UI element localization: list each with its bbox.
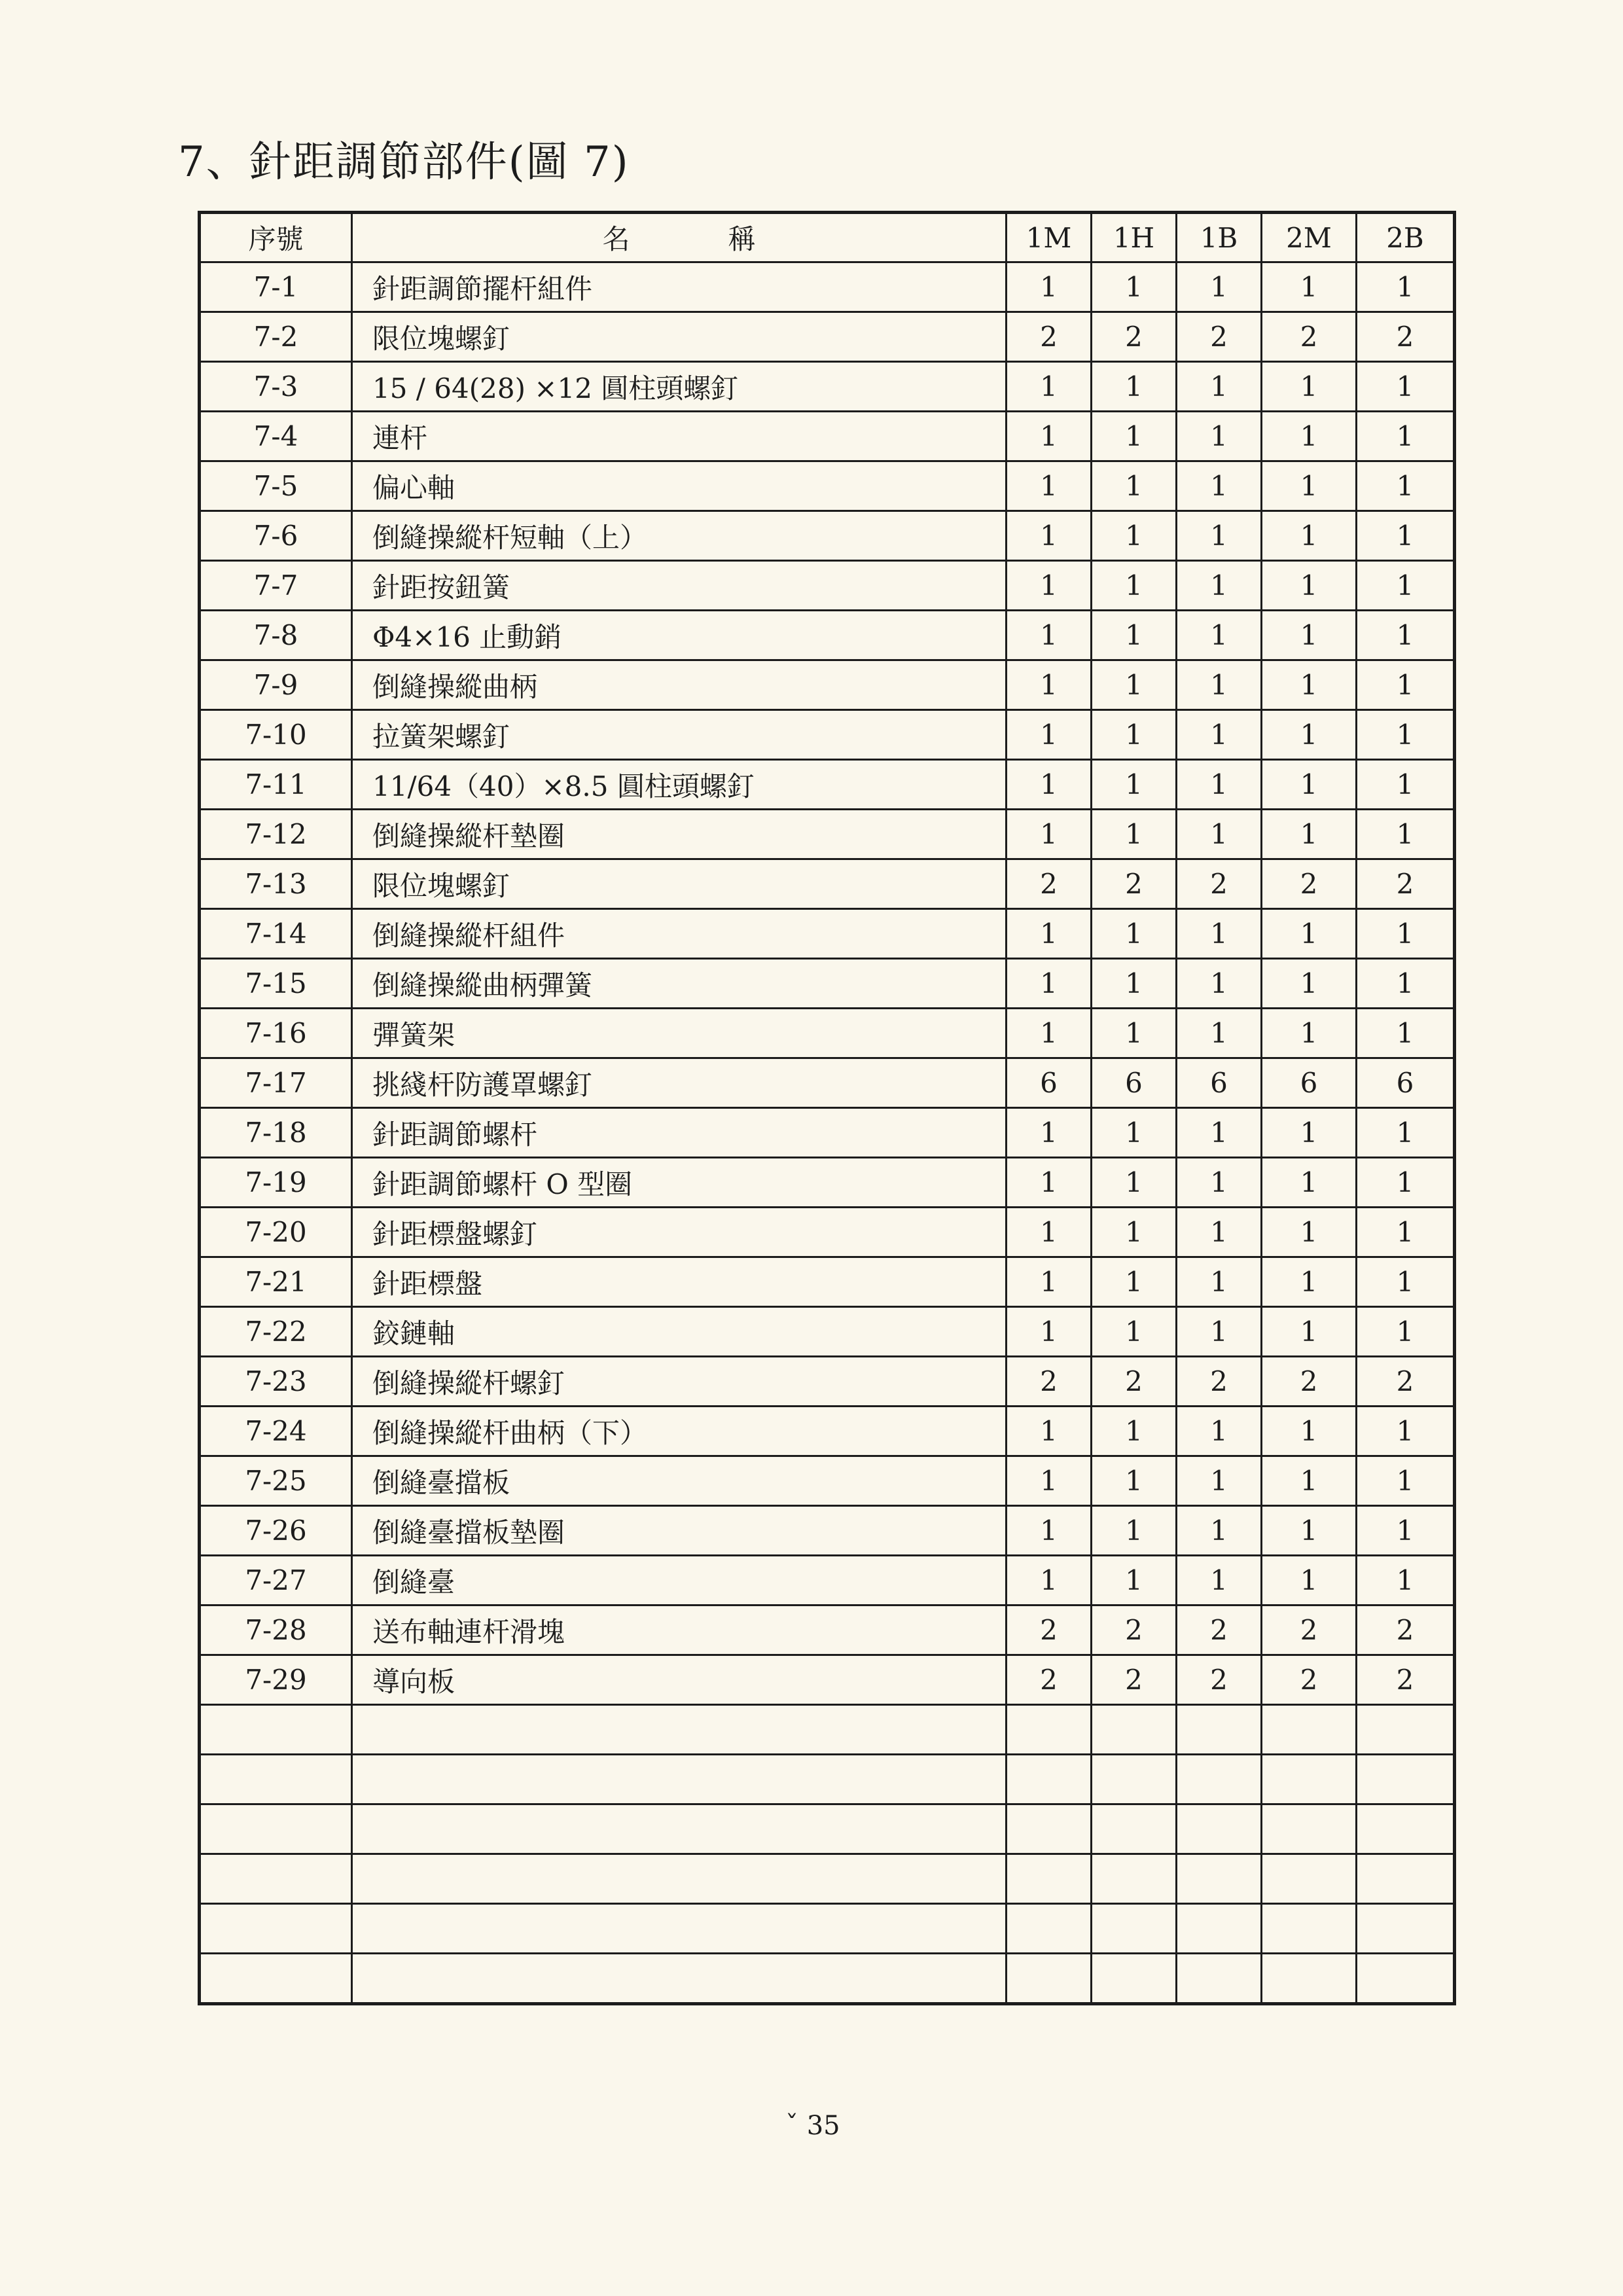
parts-table bbox=[198, 211, 1456, 2005]
table-row bbox=[200, 262, 1455, 312]
quantity-cell: 2 bbox=[1007, 1605, 1092, 1655]
quantity-cell: 2 bbox=[1007, 312, 1092, 362]
quantity-cell: 1 bbox=[1357, 1506, 1455, 1556]
quantity-cell: 1 bbox=[1092, 1556, 1177, 1605]
quantity-cell: 2 bbox=[1262, 859, 1357, 909]
empty-cell bbox=[1007, 1755, 1092, 1804]
quantity-cell: 1 bbox=[1092, 1307, 1177, 1357]
quantity-cell: 1 bbox=[1262, 1208, 1357, 1257]
quantity-cell: 1 bbox=[1262, 959, 1357, 1009]
empty-cell bbox=[1262, 1854, 1357, 1904]
empty-cell bbox=[1007, 1804, 1092, 1854]
quantity-cell: 1 bbox=[1177, 511, 1262, 561]
table-row bbox=[200, 660, 1455, 710]
quantity-cell: 2 bbox=[1092, 859, 1177, 909]
quantity-cell: 1 bbox=[1262, 561, 1357, 611]
quantity-cell: 1 bbox=[1177, 660, 1262, 710]
quantity-cell: 1 bbox=[1177, 1009, 1262, 1058]
quantity-cell: 1 bbox=[1007, 1009, 1092, 1058]
table-row bbox=[200, 611, 1455, 660]
quantity-cell: 1 bbox=[1262, 1108, 1357, 1158]
empty-cell bbox=[1357, 1705, 1455, 1755]
table-row bbox=[200, 760, 1455, 810]
table-row bbox=[200, 710, 1455, 760]
quantity-cell: 1 bbox=[1092, 1407, 1177, 1456]
header-model-1b: 1B bbox=[1177, 213, 1262, 262]
quantity-cell: 1 bbox=[1007, 1407, 1092, 1456]
part-name: 送布軸連杆滑塊 bbox=[352, 1605, 1007, 1655]
empty-cell bbox=[1357, 1804, 1455, 1854]
part-name: 針距標盤螺釘 bbox=[352, 1208, 1007, 1257]
part-number: 7-4 bbox=[200, 412, 352, 461]
table-row bbox=[200, 312, 1455, 362]
part-number: 7-17 bbox=[200, 1058, 352, 1108]
quantity-cell: 1 bbox=[1007, 412, 1092, 461]
quantity-cell: 1 bbox=[1357, 1158, 1455, 1208]
part-number: 7-25 bbox=[200, 1456, 352, 1506]
empty-cell bbox=[200, 1755, 352, 1804]
quantity-cell: 2 bbox=[1092, 1655, 1177, 1705]
empty-cell bbox=[1092, 1804, 1177, 1854]
page-title: 7、針距調節部件(圖 7) bbox=[178, 138, 630, 187]
quantity-cell: 1 bbox=[1357, 760, 1455, 810]
quantity-cell: 1 bbox=[1357, 1307, 1455, 1357]
part-number: 7-6 bbox=[200, 511, 352, 561]
empty-cell bbox=[1177, 1854, 1262, 1904]
part-name: 針距調節螺杆 bbox=[352, 1108, 1007, 1158]
part-name: 倒縫臺擋板 bbox=[352, 1456, 1007, 1506]
quantity-cell: 1 bbox=[1007, 511, 1092, 561]
quantity-cell: 1 bbox=[1357, 1456, 1455, 1506]
empty-cell bbox=[1262, 1804, 1357, 1854]
quantity-cell: 1 bbox=[1007, 1208, 1092, 1257]
part-name: 15 / 64(28) ×12 圓柱頭螺釘 bbox=[352, 362, 1007, 412]
part-number: 7-2 bbox=[200, 312, 352, 362]
part-name: 限位塊螺釘 bbox=[352, 859, 1007, 909]
empty-cell bbox=[1177, 1904, 1262, 1954]
quantity-cell: 1 bbox=[1092, 1257, 1177, 1307]
quantity-cell: 1 bbox=[1092, 1506, 1177, 1556]
quantity-cell: 1 bbox=[1092, 362, 1177, 412]
table-row bbox=[200, 1556, 1455, 1605]
quantity-cell: 1 bbox=[1177, 1506, 1262, 1556]
part-number: 7-29 bbox=[200, 1655, 352, 1705]
quantity-cell: 1 bbox=[1262, 461, 1357, 511]
quantity-cell: 1 bbox=[1007, 1257, 1092, 1307]
empty-cell bbox=[352, 1954, 1007, 2004]
quantity-cell: 1 bbox=[1007, 1506, 1092, 1556]
header-model-1m: 1M bbox=[1007, 213, 1092, 262]
page-number: ˇ 35 bbox=[785, 2111, 840, 2141]
part-name: 倒縫操縱杆螺釘 bbox=[352, 1357, 1007, 1407]
quantity-cell: 1 bbox=[1177, 1407, 1262, 1456]
quantity-cell: 1 bbox=[1177, 710, 1262, 760]
table-row bbox=[200, 1257, 1455, 1307]
quantity-cell: 1 bbox=[1092, 909, 1177, 959]
quantity-cell: 1 bbox=[1262, 1009, 1357, 1058]
part-name: 針距調節擺杆組件 bbox=[352, 262, 1007, 312]
quantity-cell: 2 bbox=[1007, 1357, 1092, 1407]
quantity-cell: 2 bbox=[1357, 1605, 1455, 1655]
quantity-cell: 2 bbox=[1357, 1655, 1455, 1705]
quantity-cell: 1 bbox=[1357, 1009, 1455, 1058]
table-row bbox=[200, 1407, 1455, 1456]
quantity-cell: 1 bbox=[1262, 362, 1357, 412]
quantity-cell: 2 bbox=[1092, 1357, 1177, 1407]
empty-cell bbox=[352, 1705, 1007, 1755]
quantity-cell: 1 bbox=[1262, 262, 1357, 312]
part-name: 針距標盤 bbox=[352, 1257, 1007, 1307]
quantity-cell: 1 bbox=[1262, 710, 1357, 760]
part-name: 倒縫臺擋板墊圈 bbox=[352, 1506, 1007, 1556]
quantity-cell: 1 bbox=[1262, 611, 1357, 660]
part-name: 偏心軸 bbox=[352, 461, 1007, 511]
quantity-cell: 1 bbox=[1007, 909, 1092, 959]
quantity-cell: 1 bbox=[1357, 1208, 1455, 1257]
quantity-cell: 1 bbox=[1007, 959, 1092, 1009]
quantity-cell: 1 bbox=[1262, 1556, 1357, 1605]
quantity-cell: 1 bbox=[1357, 362, 1455, 412]
part-name: 挑綫杆防護罩螺釘 bbox=[352, 1058, 1007, 1108]
quantity-cell: 1 bbox=[1357, 1108, 1455, 1158]
empty-cell bbox=[200, 1804, 352, 1854]
quantity-cell: 1 bbox=[1007, 461, 1092, 511]
quantity-cell: 1 bbox=[1357, 959, 1455, 1009]
part-name: 導向板 bbox=[352, 1655, 1007, 1705]
quantity-cell: 1 bbox=[1007, 262, 1092, 312]
part-name: 倒縫操縱曲柄 bbox=[352, 660, 1007, 710]
quantity-cell: 1 bbox=[1007, 1307, 1092, 1357]
quantity-cell: 1 bbox=[1357, 511, 1455, 561]
quantity-cell: 1 bbox=[1357, 561, 1455, 611]
empty-cell bbox=[1092, 1904, 1177, 1954]
quantity-cell: 1 bbox=[1177, 461, 1262, 511]
part-number: 7-21 bbox=[200, 1257, 352, 1307]
part-number: 7-27 bbox=[200, 1556, 352, 1605]
quantity-cell: 1 bbox=[1177, 1307, 1262, 1357]
empty-row bbox=[200, 1854, 1455, 1904]
empty-cell bbox=[352, 1854, 1007, 1904]
part-number: 7-20 bbox=[200, 1208, 352, 1257]
quantity-cell: 1 bbox=[1007, 810, 1092, 859]
quantity-cell: 1 bbox=[1092, 810, 1177, 859]
quantity-cell: 1 bbox=[1262, 1257, 1357, 1307]
quantity-cell: 1 bbox=[1262, 511, 1357, 561]
quantity-cell: 1 bbox=[1177, 909, 1262, 959]
part-number: 7-11 bbox=[200, 760, 352, 810]
part-number: 7-22 bbox=[200, 1307, 352, 1357]
table-row bbox=[200, 461, 1455, 511]
part-number: 7-16 bbox=[200, 1009, 352, 1058]
quantity-cell: 2 bbox=[1177, 1655, 1262, 1705]
part-number: 7-9 bbox=[200, 660, 352, 710]
quantity-cell: 1 bbox=[1092, 959, 1177, 1009]
empty-cell bbox=[1092, 1705, 1177, 1755]
part-name: 倒縫操縱杆組件 bbox=[352, 909, 1007, 959]
quantity-cell: 2 bbox=[1262, 1605, 1357, 1655]
table-row bbox=[200, 1058, 1455, 1108]
quantity-cell: 1 bbox=[1262, 1407, 1357, 1456]
part-number: 7-13 bbox=[200, 859, 352, 909]
quantity-cell: 2 bbox=[1007, 1655, 1092, 1705]
quantity-cell: 1 bbox=[1177, 1556, 1262, 1605]
table-row bbox=[200, 810, 1455, 859]
part-name: 針距調節螺杆 O 型圈 bbox=[352, 1158, 1007, 1208]
quantity-cell: 1 bbox=[1357, 611, 1455, 660]
quantity-cell: 2 bbox=[1357, 1357, 1455, 1407]
quantity-cell: 6 bbox=[1262, 1058, 1357, 1108]
quantity-cell: 2 bbox=[1262, 1357, 1357, 1407]
quantity-cell: 2 bbox=[1262, 1655, 1357, 1705]
quantity-cell: 1 bbox=[1092, 511, 1177, 561]
quantity-cell: 2 bbox=[1262, 312, 1357, 362]
quantity-cell: 1 bbox=[1092, 461, 1177, 511]
table-row bbox=[200, 1158, 1455, 1208]
empty-cell bbox=[1177, 1804, 1262, 1854]
empty-cell bbox=[1177, 1954, 1262, 2004]
part-number: 7-28 bbox=[200, 1605, 352, 1655]
part-name: Φ4×16 止動銷 bbox=[352, 611, 1007, 660]
table-row bbox=[200, 412, 1455, 461]
quantity-cell: 1 bbox=[1357, 262, 1455, 312]
table-row bbox=[200, 1009, 1455, 1058]
quantity-cell: 1 bbox=[1092, 611, 1177, 660]
quantity-cell: 1 bbox=[1092, 561, 1177, 611]
page-number-value: 35 bbox=[806, 2111, 840, 2141]
empty-cell bbox=[1262, 1705, 1357, 1755]
quantity-cell: 6 bbox=[1007, 1058, 1092, 1108]
header-name: 名稱 bbox=[352, 213, 1007, 262]
table-row bbox=[200, 1108, 1455, 1158]
empty-cell bbox=[352, 1755, 1007, 1804]
quantity-cell: 2 bbox=[1177, 859, 1262, 909]
empty-row bbox=[200, 1804, 1455, 1854]
quantity-cell: 1 bbox=[1092, 1009, 1177, 1058]
part-name: 11/64（40）×8.5 圓柱頭螺釘 bbox=[352, 760, 1007, 810]
empty-cell bbox=[1007, 1854, 1092, 1904]
empty-cell bbox=[1092, 1755, 1177, 1804]
empty-cell bbox=[1092, 1854, 1177, 1904]
quantity-cell: 1 bbox=[1262, 909, 1357, 959]
part-number: 7-12 bbox=[200, 810, 352, 859]
empty-cell bbox=[1177, 1705, 1262, 1755]
part-name: 倒縫操縱杆曲柄（下） bbox=[352, 1407, 1007, 1456]
quantity-cell: 1 bbox=[1007, 561, 1092, 611]
quantity-cell: 2 bbox=[1177, 1357, 1262, 1407]
empty-cell bbox=[1092, 1954, 1177, 2004]
empty-cell bbox=[1007, 1904, 1092, 1954]
quantity-cell: 1 bbox=[1007, 710, 1092, 760]
empty-cell bbox=[200, 1954, 352, 2004]
table-row bbox=[200, 1506, 1455, 1556]
quantity-cell: 1 bbox=[1092, 710, 1177, 760]
part-name: 倒縫操縱杆短軸（上） bbox=[352, 511, 1007, 561]
quantity-cell: 1 bbox=[1177, 611, 1262, 660]
quantity-cell: 1 bbox=[1092, 412, 1177, 461]
quantity-cell: 1 bbox=[1092, 262, 1177, 312]
quantity-cell: 1 bbox=[1357, 412, 1455, 461]
quantity-cell: 1 bbox=[1177, 810, 1262, 859]
quantity-cell: 6 bbox=[1092, 1058, 1177, 1108]
quantity-cell: 2 bbox=[1092, 312, 1177, 362]
empty-cell bbox=[1357, 1954, 1455, 2004]
part-number: 7-18 bbox=[200, 1108, 352, 1158]
empty-cell bbox=[352, 1804, 1007, 1854]
quantity-cell: 6 bbox=[1177, 1058, 1262, 1108]
quantity-cell: 1 bbox=[1262, 1456, 1357, 1506]
table-row bbox=[200, 561, 1455, 611]
quantity-cell: 2 bbox=[1007, 859, 1092, 909]
header-model-2b: 2B bbox=[1357, 213, 1455, 262]
quantity-cell: 1 bbox=[1007, 1158, 1092, 1208]
empty-cell bbox=[1357, 1854, 1455, 1904]
empty-cell bbox=[200, 1854, 352, 1904]
empty-cell bbox=[1262, 1904, 1357, 1954]
part-name: 鉸鏈軸 bbox=[352, 1307, 1007, 1357]
part-number: 7-14 bbox=[200, 909, 352, 959]
header-model-1h: 1H bbox=[1092, 213, 1177, 262]
part-number: 7-5 bbox=[200, 461, 352, 511]
table-row bbox=[200, 909, 1455, 959]
empty-row bbox=[200, 1954, 1455, 2004]
quantity-cell: 1 bbox=[1092, 1108, 1177, 1158]
part-name: 彈簧架 bbox=[352, 1009, 1007, 1058]
empty-cell bbox=[1177, 1755, 1262, 1804]
empty-cell bbox=[1262, 1755, 1357, 1804]
quantity-cell: 1 bbox=[1177, 760, 1262, 810]
empty-row bbox=[200, 1755, 1455, 1804]
quantity-cell: 1 bbox=[1262, 1506, 1357, 1556]
quantity-cell: 1 bbox=[1357, 660, 1455, 710]
empty-cell bbox=[200, 1904, 352, 1954]
quantity-cell: 1 bbox=[1177, 959, 1262, 1009]
quantity-cell: 1 bbox=[1007, 760, 1092, 810]
empty-cell bbox=[1007, 1954, 1092, 2004]
quantity-cell: 1 bbox=[1092, 660, 1177, 710]
empty-row bbox=[200, 1904, 1455, 1954]
table-row bbox=[200, 1357, 1455, 1407]
header-number: 序號 bbox=[200, 213, 352, 262]
quantity-cell: 1 bbox=[1177, 1456, 1262, 1506]
quantity-cell: 1 bbox=[1007, 1556, 1092, 1605]
quantity-cell: 1 bbox=[1007, 611, 1092, 660]
part-number: 7-3 bbox=[200, 362, 352, 412]
quantity-cell: 1 bbox=[1092, 1456, 1177, 1506]
empty-cell bbox=[1262, 1954, 1357, 2004]
quantity-cell: 1 bbox=[1262, 660, 1357, 710]
part-name: 拉簧架螺釘 bbox=[352, 710, 1007, 760]
part-number: 7-26 bbox=[200, 1506, 352, 1556]
table-body bbox=[200, 262, 1455, 2004]
table-row bbox=[200, 1605, 1455, 1655]
part-number: 7-15 bbox=[200, 959, 352, 1009]
quantity-cell: 2 bbox=[1092, 1605, 1177, 1655]
part-number: 7-19 bbox=[200, 1158, 352, 1208]
quantity-cell: 1 bbox=[1177, 1158, 1262, 1208]
table-row bbox=[200, 959, 1455, 1009]
quantity-cell: 1 bbox=[1092, 1158, 1177, 1208]
part-number: 7-1 bbox=[200, 262, 352, 312]
empty-row bbox=[200, 1705, 1455, 1755]
part-name: 倒縫操縱曲柄彈簧 bbox=[352, 959, 1007, 1009]
quantity-cell: 1 bbox=[1357, 810, 1455, 859]
part-number: 7-7 bbox=[200, 561, 352, 611]
quantity-cell: 1 bbox=[1262, 1158, 1357, 1208]
quantity-cell: 2 bbox=[1357, 859, 1455, 909]
quantity-cell: 1 bbox=[1357, 461, 1455, 511]
quantity-cell: 1 bbox=[1262, 1307, 1357, 1357]
quantity-cell: 1 bbox=[1092, 1208, 1177, 1257]
quantity-cell: 1 bbox=[1177, 1208, 1262, 1257]
part-number: 7-24 bbox=[200, 1407, 352, 1456]
part-number: 7-23 bbox=[200, 1357, 352, 1407]
quantity-cell: 1 bbox=[1357, 909, 1455, 959]
quantity-cell: 1 bbox=[1262, 810, 1357, 859]
quantity-cell: 1 bbox=[1262, 760, 1357, 810]
quantity-cell: 1 bbox=[1092, 760, 1177, 810]
quantity-cell: 1 bbox=[1177, 561, 1262, 611]
quantity-cell: 1 bbox=[1177, 412, 1262, 461]
quantity-cell: 2 bbox=[1177, 1605, 1262, 1655]
quantity-cell: 1 bbox=[1262, 412, 1357, 461]
empty-cell bbox=[352, 1904, 1007, 1954]
quantity-cell: 1 bbox=[1357, 1556, 1455, 1605]
quantity-cell: 1 bbox=[1357, 710, 1455, 760]
table-row bbox=[200, 362, 1455, 412]
table-row bbox=[200, 1655, 1455, 1705]
quantity-cell: 2 bbox=[1357, 312, 1455, 362]
empty-cell bbox=[1357, 1904, 1455, 1954]
quantity-cell: 6 bbox=[1357, 1058, 1455, 1108]
part-name: 倒縫操縱杆墊圈 bbox=[352, 810, 1007, 859]
part-number: 7-8 bbox=[200, 611, 352, 660]
table-row bbox=[200, 1456, 1455, 1506]
empty-cell bbox=[200, 1705, 352, 1755]
quantity-cell: 1 bbox=[1007, 362, 1092, 412]
quantity-cell: 1 bbox=[1007, 660, 1092, 710]
quantity-cell: 1 bbox=[1177, 1257, 1262, 1307]
table-row bbox=[200, 511, 1455, 561]
header-model-2m: 2M bbox=[1262, 213, 1357, 262]
part-name: 連杆 bbox=[352, 412, 1007, 461]
quantity-cell: 2 bbox=[1177, 312, 1262, 362]
part-name: 倒縫臺 bbox=[352, 1556, 1007, 1605]
empty-cell bbox=[1357, 1755, 1455, 1804]
table-row bbox=[200, 1307, 1455, 1357]
quantity-cell: 1 bbox=[1177, 1108, 1262, 1158]
empty-cell bbox=[1007, 1705, 1092, 1755]
quantity-cell: 1 bbox=[1357, 1407, 1455, 1456]
part-name: 針距按鈕簧 bbox=[352, 561, 1007, 611]
quantity-cell: 1 bbox=[1357, 1257, 1455, 1307]
quantity-cell: 1 bbox=[1177, 262, 1262, 312]
quantity-cell: 1 bbox=[1177, 362, 1262, 412]
table-row bbox=[200, 859, 1455, 909]
table-row bbox=[200, 1208, 1455, 1257]
quantity-cell: 1 bbox=[1007, 1108, 1092, 1158]
part-name: 限位塊螺釘 bbox=[352, 312, 1007, 362]
header-row bbox=[200, 213, 1455, 262]
part-number: 7-10 bbox=[200, 710, 352, 760]
quantity-cell: 1 bbox=[1007, 1456, 1092, 1506]
